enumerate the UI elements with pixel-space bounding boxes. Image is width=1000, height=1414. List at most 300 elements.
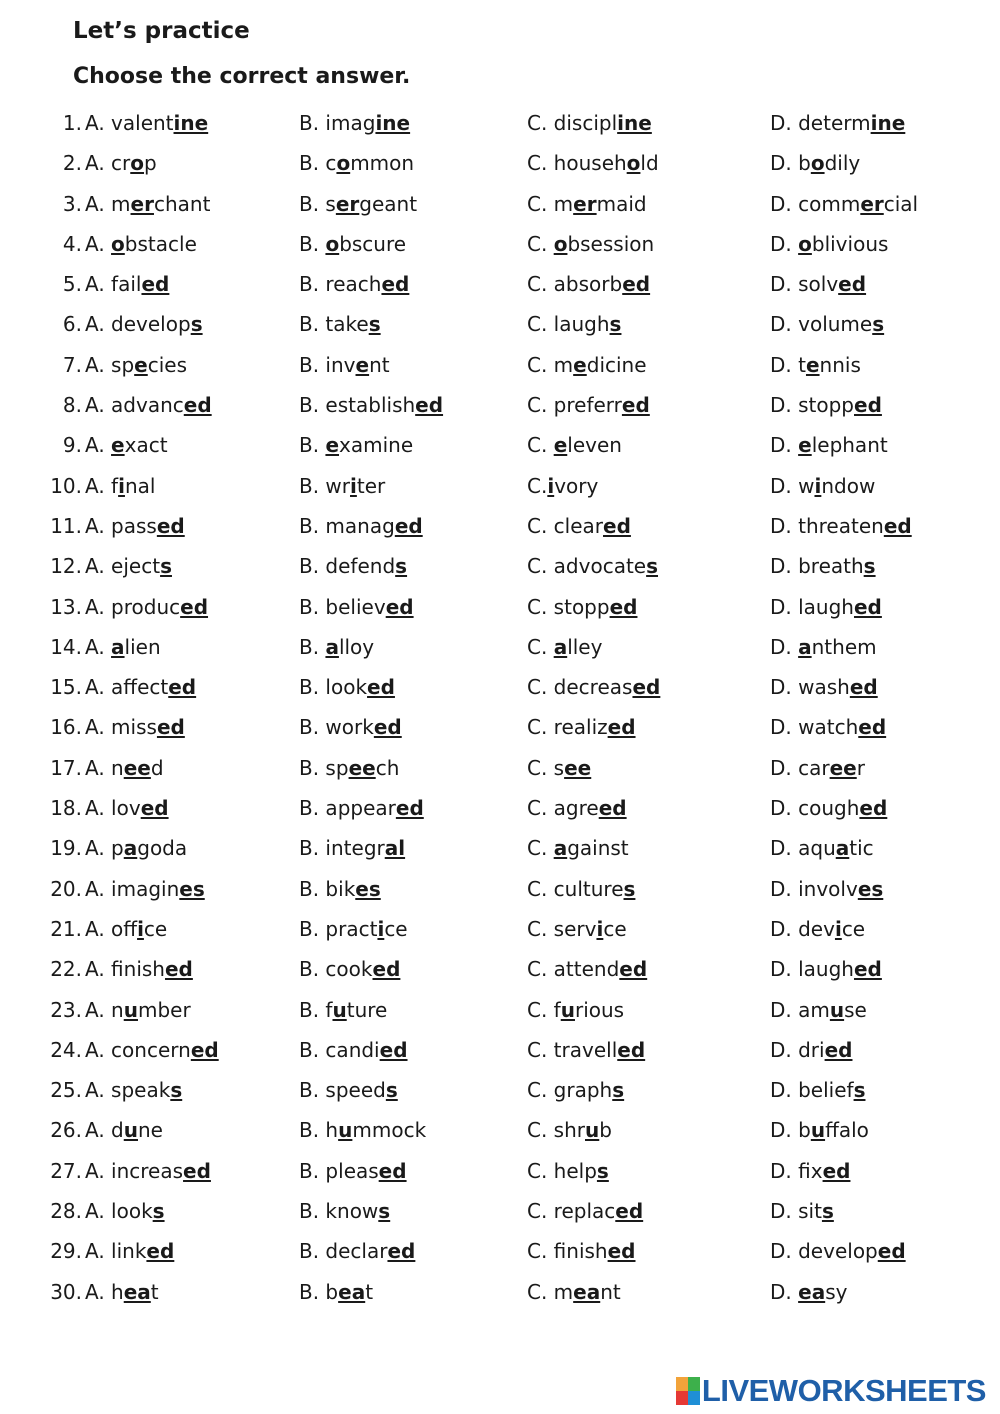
option-text: D. involv (770, 876, 858, 901)
answer-option-c[interactable] (527, 184, 647, 224)
underlined-sound: ed (378, 1158, 407, 1183)
question-number: 30. (50, 1279, 82, 1304)
question-row (0, 707, 1000, 747)
option-text: B. look (299, 675, 368, 700)
option-text: A. d (85, 1118, 124, 1143)
option-text: D. stopp (770, 393, 855, 418)
answer-option-d[interactable] (770, 1272, 847, 1312)
answer-option-c[interactable] (527, 425, 622, 465)
question-row (0, 143, 1000, 183)
option-text: D. comm (770, 191, 861, 216)
option-text: ne (138, 1118, 163, 1143)
answer-option-c[interactable] (527, 466, 598, 506)
answer-option-a[interactable] (85, 1191, 165, 1231)
answer-option-a[interactable] (85, 1110, 163, 1150)
option-text: A. h (85, 1279, 124, 1304)
answer-option-c[interactable] (527, 587, 637, 627)
underlined-sound: ed (373, 715, 402, 740)
answer-option-b[interactable] (299, 1070, 398, 1110)
answer-option-a[interactable] (85, 385, 212, 425)
underlined-sound: ed (379, 1037, 408, 1062)
answer-option-a[interactable] (85, 466, 155, 506)
question-row (0, 587, 1000, 627)
option-text: B. declar (299, 1239, 388, 1264)
answer-option-b[interactable] (299, 990, 387, 1030)
option-text: A. p (85, 836, 124, 861)
answer-option-b[interactable] (299, 869, 381, 909)
underlined-sound: ee (123, 755, 151, 780)
answer-option-b[interactable] (299, 304, 381, 344)
underlined-sound: u (123, 1118, 138, 1143)
answer-option-a[interactable] (85, 1070, 182, 1110)
underlined-sound: a (798, 634, 812, 659)
option-text: B. believ (299, 594, 386, 619)
question-number: 12. (50, 554, 82, 579)
question-row (0, 748, 1000, 788)
answer-option-a[interactable] (85, 627, 161, 667)
answer-option-a[interactable] (85, 506, 185, 546)
underlined-sound: i (377, 916, 385, 941)
answer-option-c[interactable] (527, 828, 629, 868)
option-text: ter (356, 473, 386, 498)
option-text: cial (883, 191, 919, 216)
answer-option-b[interactable] (299, 707, 402, 747)
option-text: C. help (527, 1158, 597, 1183)
answer-option-c[interactable] (527, 103, 652, 143)
option-text: D. am (770, 997, 830, 1022)
answer-option-b[interactable] (299, 788, 424, 828)
option-text: ce (143, 916, 168, 941)
answer-option-b[interactable] (299, 1030, 408, 1070)
option-text: C. replac (527, 1199, 616, 1224)
answer-option-c[interactable] (527, 345, 647, 385)
option-text: C. m (527, 1279, 574, 1304)
underlined-sound: a (123, 836, 138, 861)
option-text: D. b (770, 1118, 811, 1143)
answer-option-a[interactable] (85, 304, 203, 344)
underlined-sound: e (553, 433, 568, 458)
answer-option-a[interactable] (85, 546, 172, 586)
underlined-sound: es (355, 876, 381, 901)
answer-option-b[interactable] (299, 1110, 426, 1150)
answer-option-b[interactable] (299, 425, 413, 465)
answer-option-b[interactable] (299, 184, 417, 224)
question-number: 21. (50, 916, 82, 941)
underlined-sound: ed (395, 796, 424, 821)
option-text: B. (299, 231, 326, 256)
option-text: vory (554, 473, 599, 498)
option-text: A. imagin (85, 876, 180, 901)
question-row (0, 1151, 1000, 1191)
answer-option-b[interactable] (299, 949, 400, 989)
underlined-sound: s (872, 312, 885, 337)
option-text: A. affect (85, 675, 169, 700)
question-number: 29. (50, 1239, 82, 1264)
answer-option-d[interactable] (770, 1110, 869, 1150)
answer-option-c[interactable] (527, 949, 647, 989)
option-text: tic (849, 836, 874, 861)
question-number: 6. (62, 312, 82, 337)
answer-option-b[interactable] (299, 546, 407, 586)
answer-option-a[interactable] (85, 949, 193, 989)
underlined-sound: o (325, 231, 340, 256)
underlined-sound: o (130, 151, 145, 176)
question-row (0, 788, 1000, 828)
answer-option-c[interactable] (527, 1070, 624, 1110)
underlined-sound: ine (870, 111, 906, 135)
question-row (0, 385, 1000, 425)
answer-option-a[interactable] (85, 909, 167, 949)
underlined-sound: ed (156, 715, 185, 740)
option-text: nnis (819, 352, 861, 377)
option-text: A. link (85, 1239, 147, 1264)
answer-option-a[interactable] (85, 828, 187, 868)
answer-option-a[interactable] (85, 224, 197, 264)
underlined-sound: o (336, 151, 351, 176)
option-text: bstacle (124, 231, 197, 256)
option-text: D. laugh (770, 957, 854, 982)
option-text: C. graph (527, 1078, 613, 1103)
option-text: C. (527, 634, 554, 659)
option-text: xamine (339, 433, 414, 458)
question-number: 10. (50, 473, 82, 498)
answer-option-d[interactable] (770, 788, 887, 828)
answer-option-d[interactable] (770, 1070, 865, 1110)
option-text: nal (124, 473, 156, 498)
answer-option-d[interactable] (770, 909, 865, 949)
underlined-sound: ed (146, 1239, 175, 1264)
underlined-sound: a (835, 836, 850, 861)
question-row (0, 224, 1000, 264)
underlined-sound: ed (607, 1239, 636, 1264)
option-text: B. reach (299, 272, 382, 297)
answer-option-a[interactable] (85, 103, 208, 143)
option-text: A. sp (85, 352, 135, 377)
answer-option-b[interactable] (299, 103, 410, 143)
answer-option-b[interactable] (299, 1191, 390, 1231)
answer-option-a[interactable] (85, 1151, 211, 1191)
answer-option-d[interactable] (770, 869, 883, 909)
option-text: A. (85, 634, 112, 659)
option-text: C. m (527, 191, 574, 216)
option-text: t (365, 1279, 374, 1304)
option-text: ture (346, 997, 388, 1022)
option-text: A. m (85, 191, 131, 216)
underlined-sound: u (332, 997, 347, 1022)
underlined-sound: o (626, 151, 641, 176)
underlined-sound: u (829, 997, 845, 1022)
option-text: D. b (770, 151, 811, 176)
answer-option-d[interactable] (770, 264, 866, 304)
option-text: B. work (299, 715, 374, 740)
answer-option-c[interactable] (527, 1272, 621, 1312)
answer-option-c[interactable] (527, 909, 627, 949)
answer-option-b[interactable] (299, 828, 405, 868)
answer-option-a[interactable] (85, 667, 196, 707)
option-text: cies (147, 352, 188, 377)
question-number: 19. (50, 836, 82, 861)
option-text: D. wash (770, 675, 850, 700)
answer-option-a[interactable] (85, 587, 208, 627)
liveworksheets-logo (676, 1374, 986, 1408)
answer-option-b[interactable] (299, 1151, 407, 1191)
option-text: B. (299, 634, 326, 659)
answer-option-c[interactable] (527, 707, 636, 747)
liveworksheets-logo-icon (676, 1377, 700, 1405)
answer-option-b[interactable] (299, 748, 399, 788)
answer-option-c[interactable] (527, 546, 658, 586)
underlined-sound: e (355, 352, 370, 377)
underlined-sound: a (553, 634, 568, 659)
question-row (0, 667, 1000, 707)
answer-option-c[interactable] (527, 1110, 612, 1150)
answer-option-c[interactable] (527, 667, 660, 707)
option-text: B. h (299, 1118, 339, 1143)
answer-option-d[interactable] (770, 103, 905, 143)
answer-option-b[interactable] (299, 224, 406, 264)
answer-option-b[interactable] (299, 345, 390, 385)
answer-option-c[interactable] (527, 1151, 609, 1191)
underlined-sound: ed (859, 796, 888, 821)
answer-option-c[interactable] (527, 224, 654, 264)
option-text: gainst (567, 836, 629, 861)
question-row (0, 1231, 1000, 1271)
option-text: C. attend (527, 957, 620, 982)
underlined-sound: s (821, 1199, 834, 1224)
answer-option-a[interactable] (85, 345, 187, 385)
answer-option-c[interactable] (527, 1231, 636, 1271)
answer-option-d[interactable] (770, 385, 882, 425)
answer-option-a[interactable] (85, 1272, 159, 1312)
answer-option-a[interactable] (85, 184, 210, 224)
option-text: mber (137, 997, 191, 1022)
answer-option-b[interactable] (299, 1231, 415, 1271)
answer-option-b[interactable] (299, 506, 423, 546)
underlined-sound: ed (141, 272, 170, 297)
option-text: D. (770, 1279, 799, 1304)
answer-option-d[interactable] (770, 546, 876, 586)
option-text: C. agre (527, 796, 599, 821)
answer-option-d[interactable] (770, 506, 912, 546)
answer-option-a[interactable] (85, 264, 169, 304)
underlined-sound: ed (183, 393, 212, 418)
underlined-sound: es (179, 876, 205, 901)
option-text: ndow (821, 473, 876, 498)
option-text: B. take (299, 312, 369, 337)
option-text: A. lov (85, 796, 141, 821)
underlined-sound: i (137, 916, 144, 941)
underlined-sound: ed (617, 1037, 646, 1062)
answer-option-c[interactable] (527, 1191, 643, 1231)
answer-option-d[interactable] (770, 1231, 906, 1271)
answer-option-c[interactable] (527, 788, 627, 828)
option-text: d (150, 755, 164, 780)
option-text: D. t (770, 352, 806, 377)
question-row (0, 425, 1000, 465)
answer-option-a[interactable] (85, 788, 169, 828)
option-text: D. threaten (770, 513, 884, 538)
underlined-sound: ea (798, 1279, 826, 1304)
underlined-sound: ed (603, 513, 631, 538)
underlined-sound: u (585, 1118, 600, 1143)
underlined-sound: s (612, 1078, 625, 1103)
question-number: 13. (50, 594, 82, 619)
answer-option-d[interactable] (770, 990, 867, 1030)
option-text: B. pract (299, 916, 378, 941)
answer-option-b[interactable] (299, 264, 409, 304)
underlined-sound: ed (853, 594, 882, 619)
option-text: B. inv (299, 352, 356, 377)
underlined-sound: ea (123, 1279, 151, 1304)
option-text: A. off (85, 916, 138, 941)
question-number: 23. (50, 997, 82, 1022)
answer-option-b[interactable] (299, 466, 385, 506)
question-row (0, 506, 1000, 546)
underlined-sound: ed (387, 1239, 416, 1264)
option-text: chant (153, 191, 211, 216)
answer-option-a[interactable] (85, 1030, 219, 1070)
answer-option-c[interactable] (527, 385, 650, 425)
answer-option-d[interactable] (770, 707, 886, 747)
answer-option-a[interactable] (85, 990, 191, 1030)
answer-option-d[interactable] (770, 1030, 852, 1070)
answer-option-a[interactable] (85, 1231, 174, 1271)
underlined-sound: i (834, 916, 842, 941)
answer-option-a[interactable] (85, 707, 185, 747)
underlined-sound: e (111, 433, 125, 458)
underlined-sound: s (646, 554, 659, 579)
question-row (0, 869, 1000, 909)
answer-option-c[interactable] (527, 748, 591, 788)
question-row (0, 466, 1000, 506)
answer-option-a[interactable] (85, 748, 164, 788)
answer-option-d[interactable] (770, 949, 882, 989)
answer-option-d[interactable] (770, 627, 877, 667)
option-text: C. decreas (527, 675, 633, 700)
answer-option-c[interactable] (527, 990, 624, 1030)
underlined-sound: er (860, 191, 884, 216)
answer-option-c[interactable] (527, 1030, 645, 1070)
answer-option-b[interactable] (299, 385, 443, 425)
answer-option-c[interactable] (527, 304, 621, 344)
answer-option-b[interactable] (299, 627, 374, 667)
underlined-sound: s (368, 312, 381, 337)
option-text: nthem (811, 634, 877, 659)
answer-option-d[interactable] (770, 425, 888, 465)
answer-option-d[interactable] (770, 466, 875, 506)
question-number: 27. (50, 1158, 82, 1183)
option-text: A. miss (85, 715, 157, 740)
answer-option-a[interactable] (85, 425, 168, 465)
underlined-sound: ed (609, 594, 638, 619)
question-row (0, 1070, 1000, 1110)
underlined-sound: u (338, 1118, 353, 1143)
underlined-sound: ed (619, 957, 648, 982)
question-number: 5. (62, 272, 82, 297)
question-row (0, 1030, 1000, 1070)
question-number: 8. (62, 393, 82, 418)
question-row (0, 1191, 1000, 1231)
answer-option-c[interactable] (527, 264, 650, 304)
answer-option-d[interactable] (770, 304, 884, 344)
answer-option-b[interactable] (299, 143, 414, 183)
option-text: ffalo (825, 1118, 869, 1143)
option-text: bsession (567, 231, 655, 256)
question-number: 18. (50, 796, 82, 821)
answer-option-d[interactable] (770, 224, 888, 264)
answer-option-d[interactable] (770, 828, 874, 868)
underlined-sound: u (810, 1118, 826, 1143)
option-text: C. m (527, 352, 574, 377)
question-number: 9. (62, 433, 82, 458)
option-text: C. realiz (527, 715, 608, 740)
underlined-sound: o (810, 151, 825, 176)
answer-option-d[interactable] (770, 1151, 850, 1191)
answer-option-b[interactable] (299, 909, 408, 949)
underlined-sound: ed (164, 957, 193, 982)
option-text: C. travell (527, 1037, 618, 1062)
option-text: B. (299, 433, 326, 458)
answer-option-c[interactable] (527, 627, 602, 667)
answer-option-d[interactable] (770, 667, 878, 707)
answer-option-d[interactable] (770, 1191, 834, 1231)
option-text: B. s (299, 191, 336, 216)
answer-option-c[interactable] (527, 143, 659, 183)
answer-option-b[interactable] (299, 667, 395, 707)
underlined-sound: s (385, 1078, 398, 1103)
option-text: A. concern (85, 1037, 191, 1062)
question-row (0, 909, 1000, 949)
underlined-sound: es (857, 876, 884, 901)
underlined-sound: ed (367, 675, 395, 700)
underlined-sound: ed (621, 393, 650, 418)
answer-option-b[interactable] (299, 1272, 373, 1312)
underlined-sound: ed (824, 1037, 853, 1062)
underlined-sound: ed (849, 675, 878, 700)
underlined-sound: s (853, 1078, 866, 1103)
answer-option-d[interactable] (770, 587, 882, 627)
answer-option-d[interactable] (770, 184, 918, 224)
option-text: C. stopp (527, 594, 610, 619)
option-text: D. develop (770, 1239, 878, 1264)
underlined-sound: a (553, 836, 568, 861)
option-text: r (856, 755, 865, 780)
question-row (0, 1110, 1000, 1150)
option-text: ce (384, 916, 408, 941)
underlined-sound: i (118, 473, 125, 498)
answer-option-a[interactable] (85, 143, 157, 183)
option-text: D. dev (770, 916, 835, 941)
answer-option-a[interactable] (85, 869, 205, 909)
option-text: leven (567, 433, 622, 458)
option-text: rious (574, 997, 625, 1022)
answer-option-d[interactable] (770, 143, 860, 183)
option-text: A. develop (85, 312, 191, 337)
answer-option-b[interactable] (299, 587, 414, 627)
underlined-sound: ed (168, 675, 197, 700)
option-text: B. manag (299, 513, 395, 538)
answer-option-c[interactable] (527, 869, 635, 909)
answer-option-d[interactable] (770, 345, 861, 385)
option-text: C. discipl (527, 111, 618, 135)
option-text: A. valent (85, 111, 174, 135)
option-text: blivious (811, 231, 889, 256)
underlined-sound: ed (877, 1239, 906, 1264)
answer-option-c[interactable] (527, 506, 631, 546)
option-text: D. (770, 231, 799, 256)
answer-option-d[interactable] (770, 748, 865, 788)
underlined-sound: ed (415, 393, 444, 418)
